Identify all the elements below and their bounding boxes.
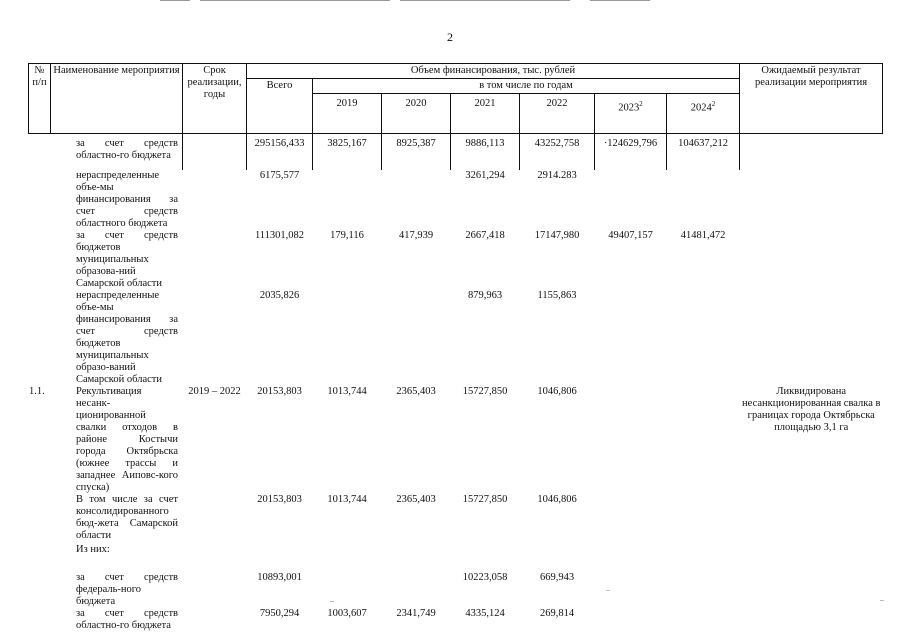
top-edge-line — [200, 0, 390, 1]
table-row — [29, 170, 883, 230]
row-result — [740, 572, 883, 608]
row-2022: 2914.283 — [537, 169, 577, 181]
row-2021: 15727,850 — [462, 385, 508, 397]
row-name: Из них: — [76, 543, 110, 555]
row-2020: 417,939 — [398, 229, 434, 241]
top-edge-line — [590, 0, 650, 1]
row-term — [183, 134, 247, 170]
row-term — [183, 608, 247, 640]
row-result — [740, 290, 883, 386]
row-total: 20153,803 — [257, 493, 302, 505]
row-no — [29, 230, 51, 290]
header-volume: Объем финансирования, тыс. рублей — [247, 64, 740, 79]
row-2020: 2341,749 — [396, 607, 436, 619]
row-result: Ликвидирована несанкционированная свалка в границах города Октябрьска площадью 3,1 га — [742, 385, 881, 433]
row-result — [740, 494, 883, 544]
row-2020: 2365,403 — [396, 385, 436, 397]
row-2020 — [382, 290, 451, 386]
row-2024 — [667, 386, 740, 494]
row-2019: 1013,744 — [327, 493, 367, 505]
row-total: 6175,577 — [259, 169, 300, 181]
row-total: 20153,803 — [257, 385, 302, 397]
table-row — [29, 544, 883, 572]
row-2019 — [313, 290, 382, 386]
row-2024 — [667, 608, 740, 640]
table-row — [29, 494, 883, 544]
row-no — [29, 134, 51, 170]
row-term — [183, 572, 247, 608]
row-2022: 43252,758 — [520, 134, 595, 170]
row-term — [183, 544, 247, 572]
row-no — [29, 170, 51, 230]
row-2021: 3261,294 — [465, 169, 505, 181]
row-no — [29, 290, 51, 386]
row-term — [183, 494, 247, 544]
row-2022: 1155,863 — [537, 289, 577, 301]
row-2023 — [595, 544, 667, 572]
row-name: Рекультивация несанк-ционированной свалки отходов в районе Костычи города Октябрьска (южнее трассы и западнее Аиповс-кого спуска) — [76, 385, 178, 493]
row-total — [247, 544, 313, 572]
row-2019: 1003,607 — [327, 607, 367, 619]
row-term: 2019 – 2022 — [188, 385, 241, 397]
row-2023 — [595, 494, 667, 544]
row-2021 — [451, 544, 520, 572]
header-year: 2024$^2$ — [667, 94, 740, 134]
row-term — [183, 170, 247, 230]
row-result — [740, 170, 883, 230]
row-total: 2035,826 — [259, 289, 300, 301]
row-2022: 17147,980 — [534, 229, 580, 241]
top-edge-line — [160, 0, 190, 1]
header-year: 2020 — [382, 94, 451, 134]
table-row — [29, 386, 883, 494]
row-2023: 49407,157 — [608, 229, 653, 241]
row-name: за счет средств федераль-ного бюджета — [76, 571, 178, 607]
row-2020 — [382, 572, 451, 608]
row-total: 10893,001 — [257, 571, 302, 583]
table-row — [29, 572, 883, 608]
header-name: Наименование мероприятия — [51, 64, 183, 134]
scan-mark — [606, 590, 610, 591]
row-total: 111301,082 — [254, 229, 305, 241]
row-2021: 9886,113 — [451, 134, 520, 170]
row-2019: 179,116 — [330, 229, 364, 241]
header-year: 2023$^2$ — [595, 94, 667, 134]
row-2019 — [313, 544, 382, 572]
row-2022: 1046,806 — [537, 493, 577, 505]
row-2024 — [667, 494, 740, 544]
header-term: Срок реализации, годы — [183, 64, 247, 134]
header-year: 2019 — [313, 94, 382, 134]
row-2024 — [667, 544, 740, 572]
row-name: нераспределенные объе-мы финансирования за счет средств областного бюджета — [76, 169, 178, 229]
row-2019 — [313, 572, 382, 608]
row-2024: 104637,212 — [667, 134, 740, 170]
row-result — [740, 230, 883, 290]
row-2021: 10223,058 — [462, 571, 508, 583]
row-name: за счет средств бюджетов муниципальных образова-ний Самарской области — [76, 229, 178, 289]
financing-table — [28, 63, 883, 640]
row-result — [740, 134, 883, 170]
header-year: 2022 — [520, 94, 595, 134]
row-name: нераспределенные объе-мы финансирования за счет средств бюджетов муниципальных образо-ваний Самарской области — [76, 289, 178, 385]
row-name: за счет средств областно-го бюджета — [76, 138, 178, 161]
row-2024 — [667, 290, 740, 386]
table-row — [29, 290, 883, 386]
row-2022: 1046,806 — [537, 385, 577, 397]
row-result — [740, 544, 883, 572]
row-2024 — [667, 170, 740, 230]
page-number: 2 — [447, 30, 453, 44]
row-total: 295156,433 — [247, 134, 313, 170]
table-row — [29, 230, 883, 290]
row-result — [740, 608, 883, 640]
row-2020: 2365,403 — [396, 493, 436, 505]
top-edge-line — [400, 0, 570, 1]
row-term — [183, 230, 247, 290]
row-2023 — [595, 170, 667, 230]
row-2021: 4335,124 — [465, 607, 505, 619]
row-name: В том числе за счет консолидированного бюд-жета Самарской области — [76, 493, 178, 541]
row-2021: 879,963 — [467, 289, 503, 301]
row-2022: 669,943 — [539, 571, 575, 583]
row-2024: 41481,472 — [680, 229, 726, 241]
table-row — [29, 608, 883, 640]
scan-mark — [330, 601, 334, 602]
header-result: Ожидаемый результат реализации мероприятия — [740, 64, 883, 134]
row-no — [29, 494, 51, 544]
row-2022: 269,814 — [539, 607, 575, 619]
row-2021: 2667,418 — [465, 229, 505, 241]
row-2023 — [595, 290, 667, 386]
row-2020 — [382, 170, 451, 230]
row-2024 — [667, 572, 740, 608]
row-2019: 3825,167 — [313, 134, 382, 170]
row-term — [183, 290, 247, 386]
row-2020: 8925,387 — [382, 134, 451, 170]
row-no — [29, 572, 51, 608]
row-2021: 15727,850 — [462, 493, 508, 505]
header-by-years: в том числе по годам — [313, 79, 740, 94]
row-2019 — [313, 170, 382, 230]
table-row — [29, 134, 883, 170]
header-total: Всего — [247, 79, 313, 134]
row-2020 — [382, 544, 451, 572]
row-no — [29, 544, 51, 572]
header-no: № п/п — [29, 64, 51, 134]
row-2019: 1013,744 — [327, 385, 367, 397]
row-total: 7950,294 — [259, 607, 300, 619]
header-year: 2021 — [451, 94, 520, 134]
row-name: за счет средств областно-го бюджета — [76, 607, 178, 631]
row-2022 — [520, 544, 595, 572]
row-2023: ·124629,796 — [595, 134, 667, 170]
row-no — [29, 608, 51, 640]
row-no: 1.1. — [29, 385, 45, 397]
row-2023 — [595, 386, 667, 494]
row-2023 — [595, 608, 667, 640]
scan-mark — [880, 600, 884, 601]
